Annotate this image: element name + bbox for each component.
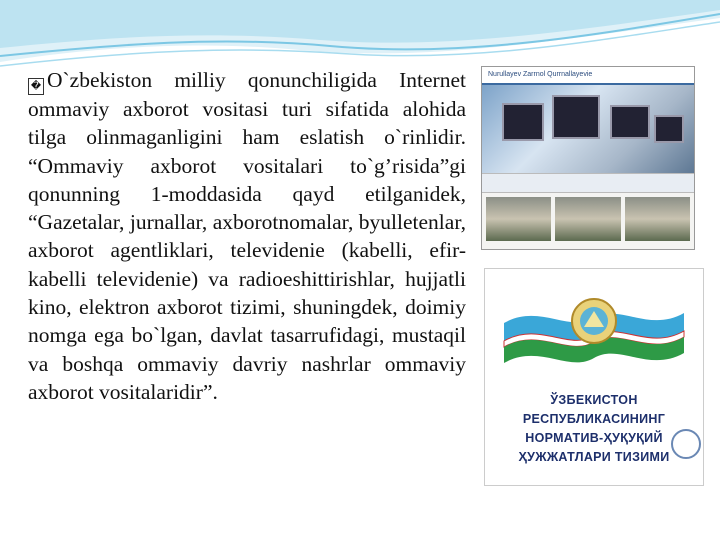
bullet-glyph: � [28, 78, 44, 95]
uzbekistan-emblem-icon [499, 283, 689, 373]
website-photo [486, 197, 551, 241]
book-title-line: НОРМАТИВ-ҲУҚУҚИЙ [525, 431, 663, 445]
website-photo [625, 197, 690, 241]
book-title-line: РЕСПУБЛИКАСИНИНГ [522, 412, 666, 426]
website-header: Nurullayev Zarrnol Qurrnallayevie [482, 67, 694, 85]
website-nav-strip [482, 173, 694, 193]
book-title-line: ЎЗБЕКИСТОН [550, 393, 638, 407]
book-cover-image [484, 268, 704, 486]
website-photo-row [482, 193, 694, 245]
book-title [485, 391, 703, 467]
website-photo [555, 197, 620, 241]
website-banner-photo [482, 85, 694, 173]
website-screenshot-image [481, 66, 695, 250]
body-text-box [28, 66, 466, 406]
publisher-logo-icon [671, 429, 701, 459]
body-text: O`zbekiston milliy qonunchiligida Internet ommaviy axborot vositasi turi sifatida alohida tilga olinmaganligini ham eslatish o`rinlidir. “Ommaviy axborot vositalari to`g’risida”gi qonunning 1-moddasida qayd etilganidek, “Gazetalar, jurnallar, axborotnomalar, byulletenlar, axborot agentliklari, televidenie (kabelli, efir-kabelli televidenie) va radioeshittirishlar, hujjatli kino, elektron axborot tizimi, shuningdek, doimiy nomga ega bo`lgan, davlat tasarrufidagi, mustaqil va boshqa ommaviy davriy nashrlar ommaviy axborot vositalaridir”. [28, 68, 466, 404]
book-title-line: ҲУЖЖАТЛАРИ ТИЗИМИ [518, 450, 670, 464]
